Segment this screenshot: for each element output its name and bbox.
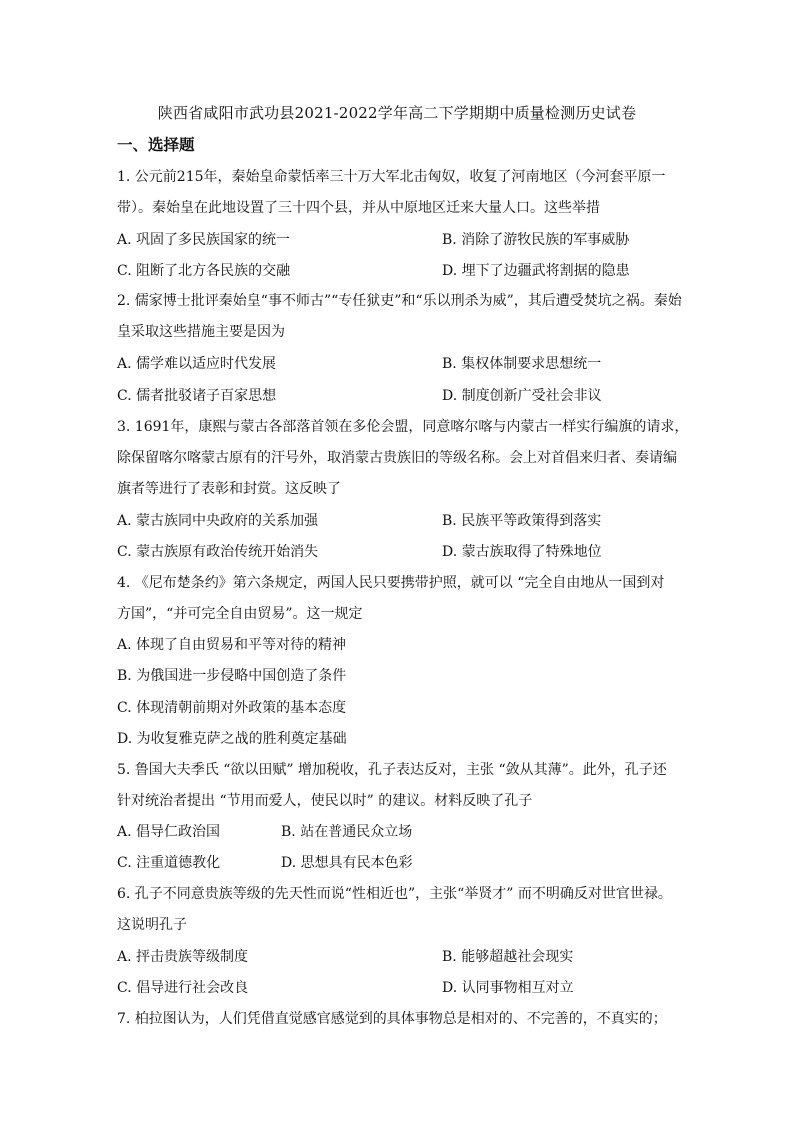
question-4-line-2: 方国”，“并可完全自由贸易”。这一规定 — [117, 606, 363, 622]
question-5-option-b: B. 站在普通民众立场 — [281, 824, 413, 840]
section-heading: 一、选择题 — [117, 135, 195, 154]
question-5-line-2: 针对统治者提出 “节用而爱人，使民以时” 的建议。材料反映了孔子 — [117, 793, 533, 809]
question-3-option-a: A. 蒙古族同中央政府的关系加强 — [117, 513, 319, 529]
question-1-option-d: D. 埋下了边疆武将割据的隐患 — [442, 263, 630, 279]
question-1-line-2: 带）。秦始皇在此地设置了三十四个县，并从中原地区迁来大量人口。这些举措 — [117, 200, 600, 216]
question-3-option-b: B. 民族平等政策得到落实 — [442, 513, 602, 529]
question-6-option-d: D. 认同事物相互对立 — [442, 980, 574, 996]
question-2-option-b: B. 集权体制要求思想统一 — [442, 356, 602, 372]
question-3-line-2: 除保留喀尔喀蒙古原有的汗号外，取消蒙古贵族旧的等级名称。会上对首倡来归者、奏请编 — [117, 450, 677, 466]
exam-title: 陕西省咸阳市武功县2021-2022学年高二下学期期中质量检测历史试卷 — [157, 104, 637, 122]
question-3-option-c: C. 蒙古族原有政治传统开始消失 — [117, 544, 319, 560]
question-6-option-a: A. 抨击贵族等级制度 — [117, 949, 249, 965]
question-1-option-a: A. 巩固了多民族国家的统一 — [117, 232, 291, 248]
question-2-line-2: 皇采取这些措施主要是因为 — [117, 324, 285, 340]
question-4-line-1: 4. 《尼布楚条约》第六条规定，两国人民只要携带护照，就可以 “完全自由地从一国到对 — [117, 575, 665, 591]
question-6-option-b: B. 能够超越社会现实 — [442, 949, 574, 965]
question-4-option-b: B. 为俄国进一步侵略中国创造了条件 — [117, 668, 347, 684]
question-4-option-c: C. 体现清朝前期对外政策的基本态度 — [117, 700, 347, 716]
question-5-line-1: 5. 鲁国大夫季氏 “欲以田赋” 增加税收，孔子表达反对，主张 “敛从其薄”。此外，孔子还 — [117, 762, 667, 778]
question-5-option-d: D. 思想具有民本色彩 — [281, 855, 413, 871]
question-2-option-c: C. 儒者批驳诸子百家思想 — [117, 388, 277, 404]
question-2-option-d: D. 制度创新广受社会非议 — [442, 388, 602, 404]
question-4-option-a: A. 体现了自由贸易和平等对待的精神 — [117, 637, 347, 653]
question-7-line-1: 7. 柏拉图认为，人们凭借直觉感官感觉到的具体事物总是相对的、不完善的，不真实的； — [117, 1011, 667, 1027]
question-5-option-a: A. 倡导仁政治国 — [117, 824, 221, 840]
question-1-line-1: 1. 公元前215年，秦始皇命蒙恬率三十万大军北击匈奴，收复了河南地区（今河套平原一 — [117, 169, 666, 185]
question-1-option-c: C. 阻断了北方各民族的交融 — [117, 263, 291, 279]
question-2-option-a: A. 儒学难以适应时代发展 — [117, 356, 277, 372]
question-3-option-d: D. 蒙古族取得了特殊地位 — [442, 544, 602, 560]
question-5-option-c: C. 注重道德教化 — [117, 855, 221, 871]
question-6-line-2: 这说明孔子 — [117, 917, 187, 933]
question-4-option-d: D. 为收复雅克萨之战的胜利奠定基础 — [117, 731, 347, 747]
question-6-line-1: 6. 孔子不同意贵族等级的先天性而说“性相近也”，主张“举贤才” 而不明确反对世官世禄。 — [117, 886, 672, 902]
question-2-line-1: 2. 儒家博士批评秦始皇“事不师古”“专任狱吏”和“乐以刑杀为威”，其后遭受焚坑之祸。秦始 — [117, 293, 682, 309]
question-1-option-b: B. 消除了游牧民族的军事威胁 — [442, 232, 630, 248]
question-3-line-3: 旗者等进行了表彰和封赏。这反映了 — [117, 481, 341, 497]
question-6-option-c: C. 倡导进行社会改良 — [117, 980, 249, 996]
question-3-line-1: 3. 1691年，康熙与蒙古各部落首领在多伦会盟，同意喀尔喀与内蒙古一样实行编旗的请求， — [117, 419, 689, 435]
